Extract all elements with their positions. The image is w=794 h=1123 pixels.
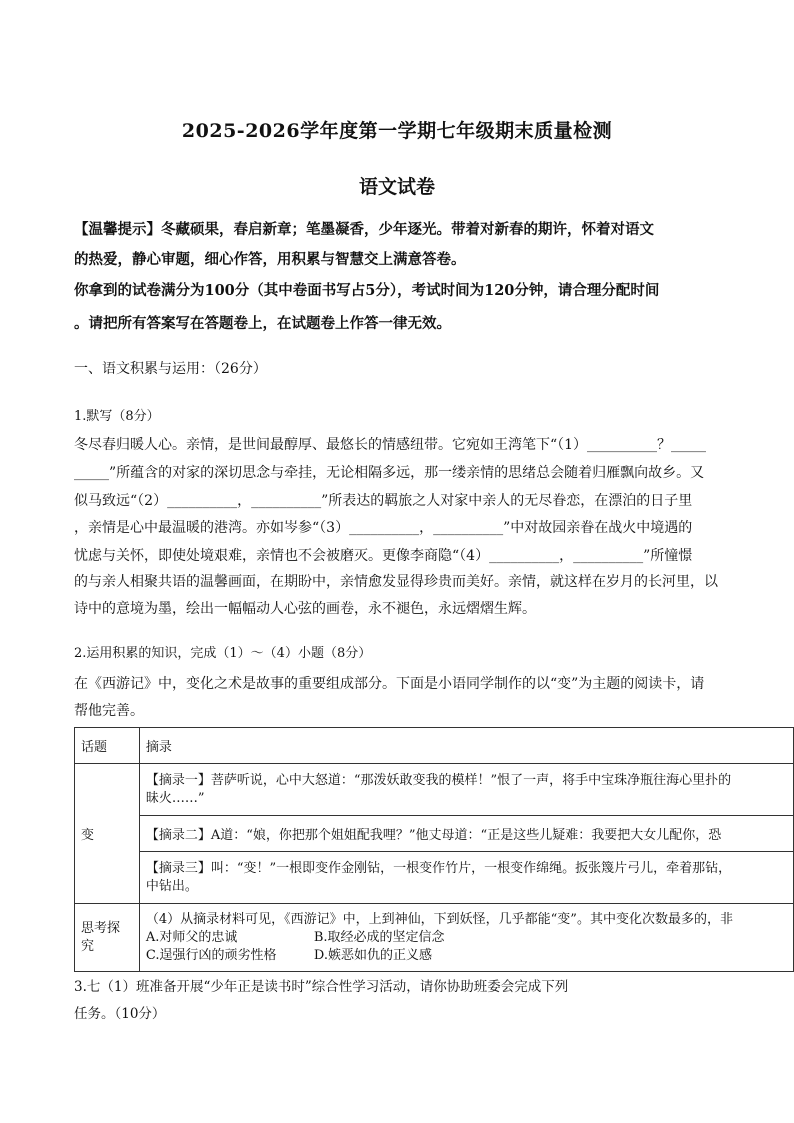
q1-line: 诗中的意境为墨，绘出一幅幅动人心弦的画卷，永不褪色，永远熠熠生辉。 (74, 601, 536, 617)
page-title: 2025-2026学年度第一学期七年级期末质量检测 (181, 120, 613, 142)
table-row (75, 764, 794, 816)
reading-card-table (74, 727, 794, 972)
excerpt-1-line-2: 昧火……” (145, 790, 205, 806)
q1-line: 的与亲人相聚共语的温馨画面，在期盼中，亲情愈发显得珍贵而美好。亲情，就这样在岁月的长河里，以 (74, 574, 718, 590)
q1-line: ，亲情是心中最温暖的港湾。亦如岑参“（3）__________，__________”中对故园亲眷在战火中境遇的 (74, 520, 693, 536)
options-row-2 (146, 947, 787, 965)
q1-line: _____”所蕴含的对家的深切思念与牵挂，无论相隔多远，那一缕亲情的思绪总会随着归雁飘向故乡。又 (74, 465, 705, 481)
option-a: A.对师父的忠诚 (145, 929, 238, 945)
question-3-line-2: 任务。（10分） (74, 1006, 166, 1022)
tips-line-2: 的热爱，静心审题，细心作答，用积累与智慧交上满意答卷。 (74, 251, 466, 268)
option-d: D.嫉恶如仇的正义感 (313, 947, 432, 963)
excerpt-3-cell (139, 852, 793, 904)
options-row-1 (146, 929, 787, 947)
excerpt-1-cell (139, 764, 793, 816)
excerpt-2-cell: 【摘录二】A道：“娘，你把那个姐姐配我哩？”他丈母道：“正是这些儿疑难：我要把大女儿配你，恐 (139, 816, 793, 852)
question-3-line-1: 3.七（1）班准备开展“少年正是读书时”综合性学习活动，请你协助班委会完成下列 (74, 979, 569, 995)
q1-line: 冬尽春归暖人心。亲情，是世间最醇厚、最悠长的情感纽带。它宛如王湾笔下“（1）__________？_____ (74, 437, 707, 453)
think-label-line-1: 思考探 (81, 920, 121, 936)
option-c: C.逞强行凶的顽劣性格 (145, 947, 277, 963)
question-2-intro-2: 帮他完善。 (74, 703, 144, 719)
header-topic-cell: 话题 (75, 728, 140, 764)
header-excerpt-cell: 摘录 (139, 728, 793, 764)
tips-line-4: 。请把所有答案写在答题卷上，在试题卷上作答一律无效。 (74, 315, 451, 332)
table-row (75, 816, 794, 852)
excerpt-3-line-2: 中钻出。 (145, 878, 198, 894)
table-header-row (75, 728, 794, 764)
table-row (75, 852, 794, 904)
q1-line: 忧虑与关怀，即使处境艰难，亲情也不会被磨灭。更像李商隐“（4）__________，__________”所憧憬 (74, 548, 693, 564)
think-question-text: （4）从摘录材料可见，《西游记》中，上到神仙，下到妖怪，几乎都能“变”。其中变化次数最多的，非 (145, 911, 733, 927)
question-2-label: 2.运用积累的知识，完成（1）～（4）小题（8分） (74, 646, 372, 661)
tips-line-1: 【温馨提示】冬藏硕果，春启新章；笔墨凝香，少年逐光。带着对新春的期许，怀着对语文 (74, 221, 654, 238)
section-heading: 一、语文积累与运用：（26分） (74, 361, 267, 377)
question-2-intro-1: 在《西游记》中，变化之术是故事的重要组成部分。下面是小语同学制作的以“变”为主题的阅读卡，请 (74, 676, 705, 692)
excerpt-1-line-1: 【摘录一】菩萨听说，心中大怒道：“那泼妖敢变我的模样！”恨了一声，将手中宝珠净瓶往海心里扑的 (145, 772, 732, 788)
excerpt-3-line-1: 【摘录三】叫：“变！”一根即变作金刚钻，一根变作竹片，一根变作绵绳。扳张篾片弓儿，牵着那钻， (145, 860, 732, 876)
think-explore-cell (75, 904, 140, 972)
topic-bian-cell: 变 (75, 764, 140, 904)
exam-subject-title: 语文试卷 (358, 176, 435, 198)
think-question-cell (139, 904, 793, 972)
table-row (75, 904, 794, 972)
question-1-label: 1.默写（8分） (74, 409, 160, 424)
tips-line-3: 你拿到的试卷满分为100分（其中卷面书写占5分），考试时间为120分钟，请合理分配时间 (74, 282, 660, 299)
think-label-line-2: 究 (81, 938, 95, 954)
q1-line: 似马致远“（2）__________，__________”所表达的羁旅之人对家中亲人的无尽眷恋，在漂泊的日子里 (74, 493, 693, 509)
option-b: B.取经必成的坚定信念 (313, 929, 445, 945)
